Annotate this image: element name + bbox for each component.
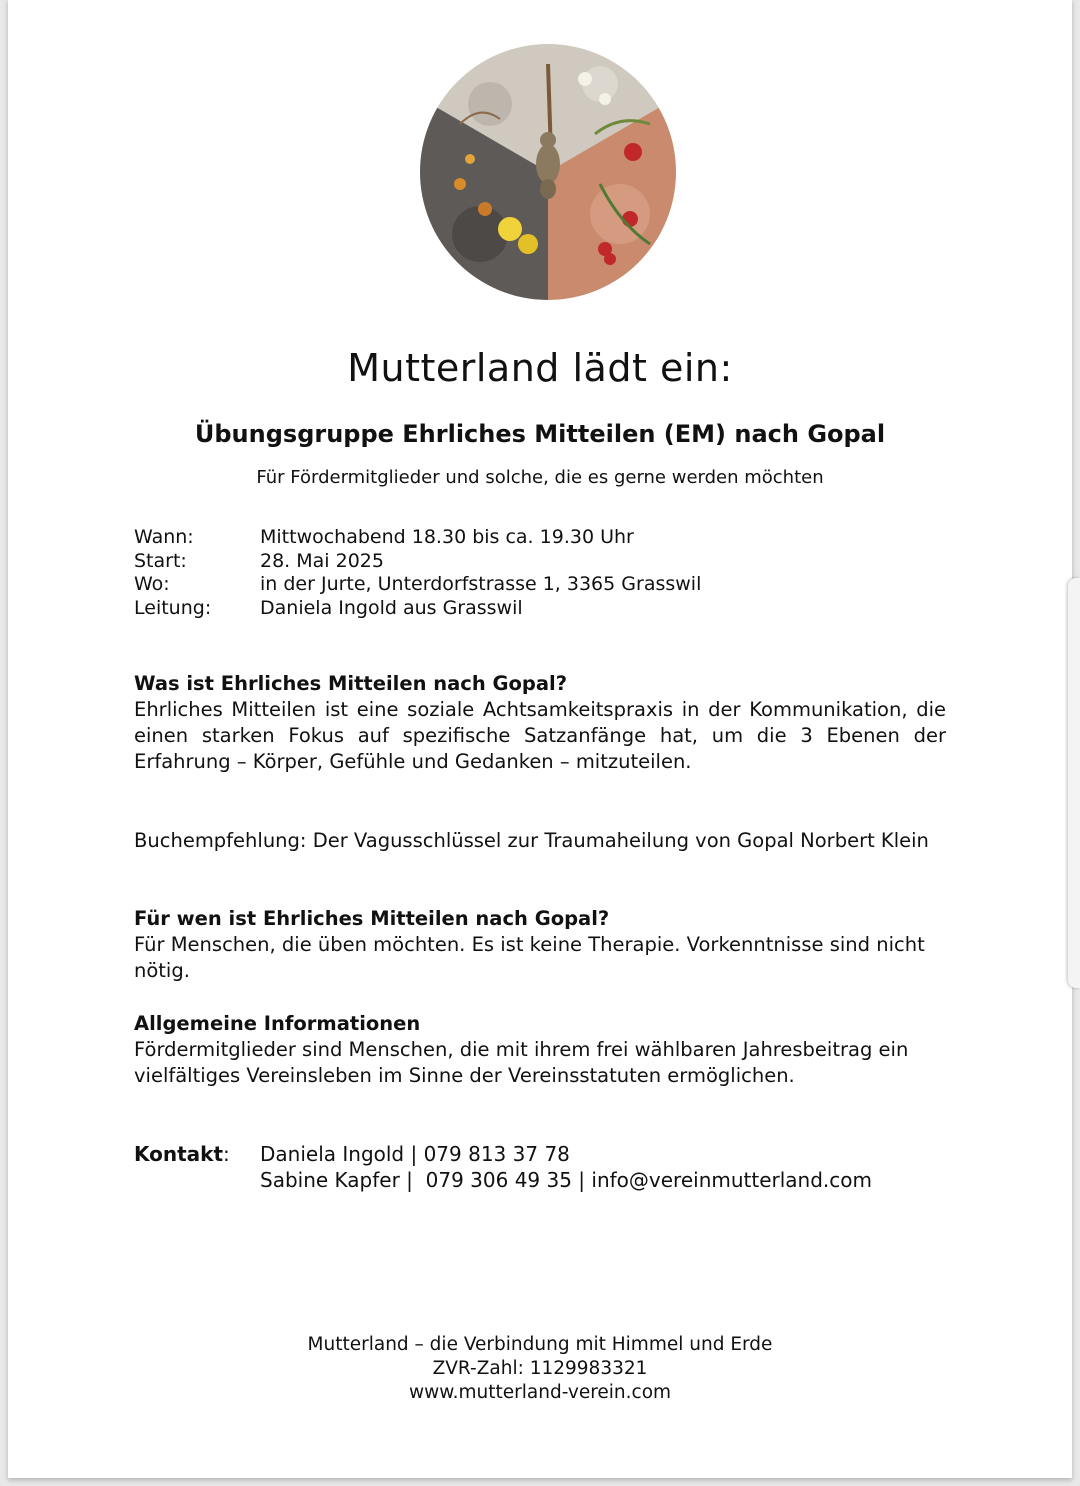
detail-value: Mittwochabend 18.30 bis ca. 19.30 Uhr <box>260 526 634 548</box>
page-footer <box>0 1333 1080 1405</box>
contact-label-wrap <box>134 1141 260 1193</box>
contact-line-daniela: Daniela Ingold | 079 813 37 78 <box>260 1142 570 1166</box>
detail-label: Leitung: <box>134 596 212 619</box>
contact-label: Kontakt <box>134 1142 224 1166</box>
footer-slogan: Mutterland – die Verbindung mit Himmel und Erde <box>307 1334 773 1355</box>
section-who <box>134 906 946 984</box>
contact-block <box>134 1141 954 1193</box>
section-heading: Was ist Ehrliches Mitteilen nach Gopal? <box>134 672 568 695</box>
detail-row-when <box>134 526 954 550</box>
seasons-circle-logo <box>420 44 676 300</box>
detail-row-start <box>134 550 954 574</box>
detail-value: 28. Mai 2025 <box>260 549 384 572</box>
detail-label: Wo: <box>134 573 170 595</box>
footer-zvr: ZVR-Zahl: 1129983321 <box>432 1358 648 1379</box>
scrollbar-thumb[interactable] <box>1068 578 1080 988</box>
detail-row-where <box>134 573 954 597</box>
document-page <box>8 0 1072 1478</box>
detail-label: Wann: <box>134 526 194 548</box>
section-heading: Für wen ist Ehrliches Mitteilen nach Gopal? <box>134 907 610 930</box>
book-recommendation: Buchempfehlung: Der Vagusschlüssel zur Traumaheilung von Gopal Norbert Klein <box>134 829 929 852</box>
section-body: Für Menschen, die üben möchten. Es ist keine Therapie. Vorkenntnisse sind nicht nötig. <box>134 933 925 982</box>
section-book <box>134 828 946 854</box>
detail-row-lead <box>134 597 954 621</box>
event-details <box>134 526 954 620</box>
detail-label: Start: <box>134 549 187 572</box>
page-title: Mutterland lädt ein: <box>347 346 733 390</box>
detail-value: Daniela Ingold aus Grasswil <box>260 596 523 619</box>
section-general <box>134 1011 946 1089</box>
contact-line-sabine: Sabine Kapfer | 079 306 49 35 | info@vereinmutterland.com <box>260 1168 873 1192</box>
detail-value: in der Jurte, Unterdorfstrasse 1, 3365 Grasswil <box>260 573 702 595</box>
event-tagline: Für Fördermitglieder und solche, die es gerne werden möchten <box>256 467 824 488</box>
event-subtitle: Übungsgruppe Ehrliches Mitteilen (EM) nach Gopal <box>194 420 886 448</box>
contact-colon: : <box>223 1142 230 1166</box>
section-body: Ehrliches Mitteilen ist eine soziale Achtsamkeitspraxis in der Kommunikation, die einen starken Fokus auf spezifische Satzanfänge hat, um die 3 Ebenen der Erfahrung – Körper, Gefühle und Gedanken – mitzuteilen. <box>134 698 946 773</box>
footer-website: www.mutterland-verein.com <box>408 1382 672 1403</box>
section-body: Fördermitglieder sind Menschen, die mit ihrem frei wählbaren Jahresbeitrag ein vielfältiges Vereinsleben im Sinne der Vereinsstatuten ermöglichen. <box>134 1038 909 1087</box>
section-heading: Allgemeine Informationen <box>134 1012 421 1035</box>
contact-lines <box>260 1141 872 1193</box>
section-what <box>134 671 946 775</box>
